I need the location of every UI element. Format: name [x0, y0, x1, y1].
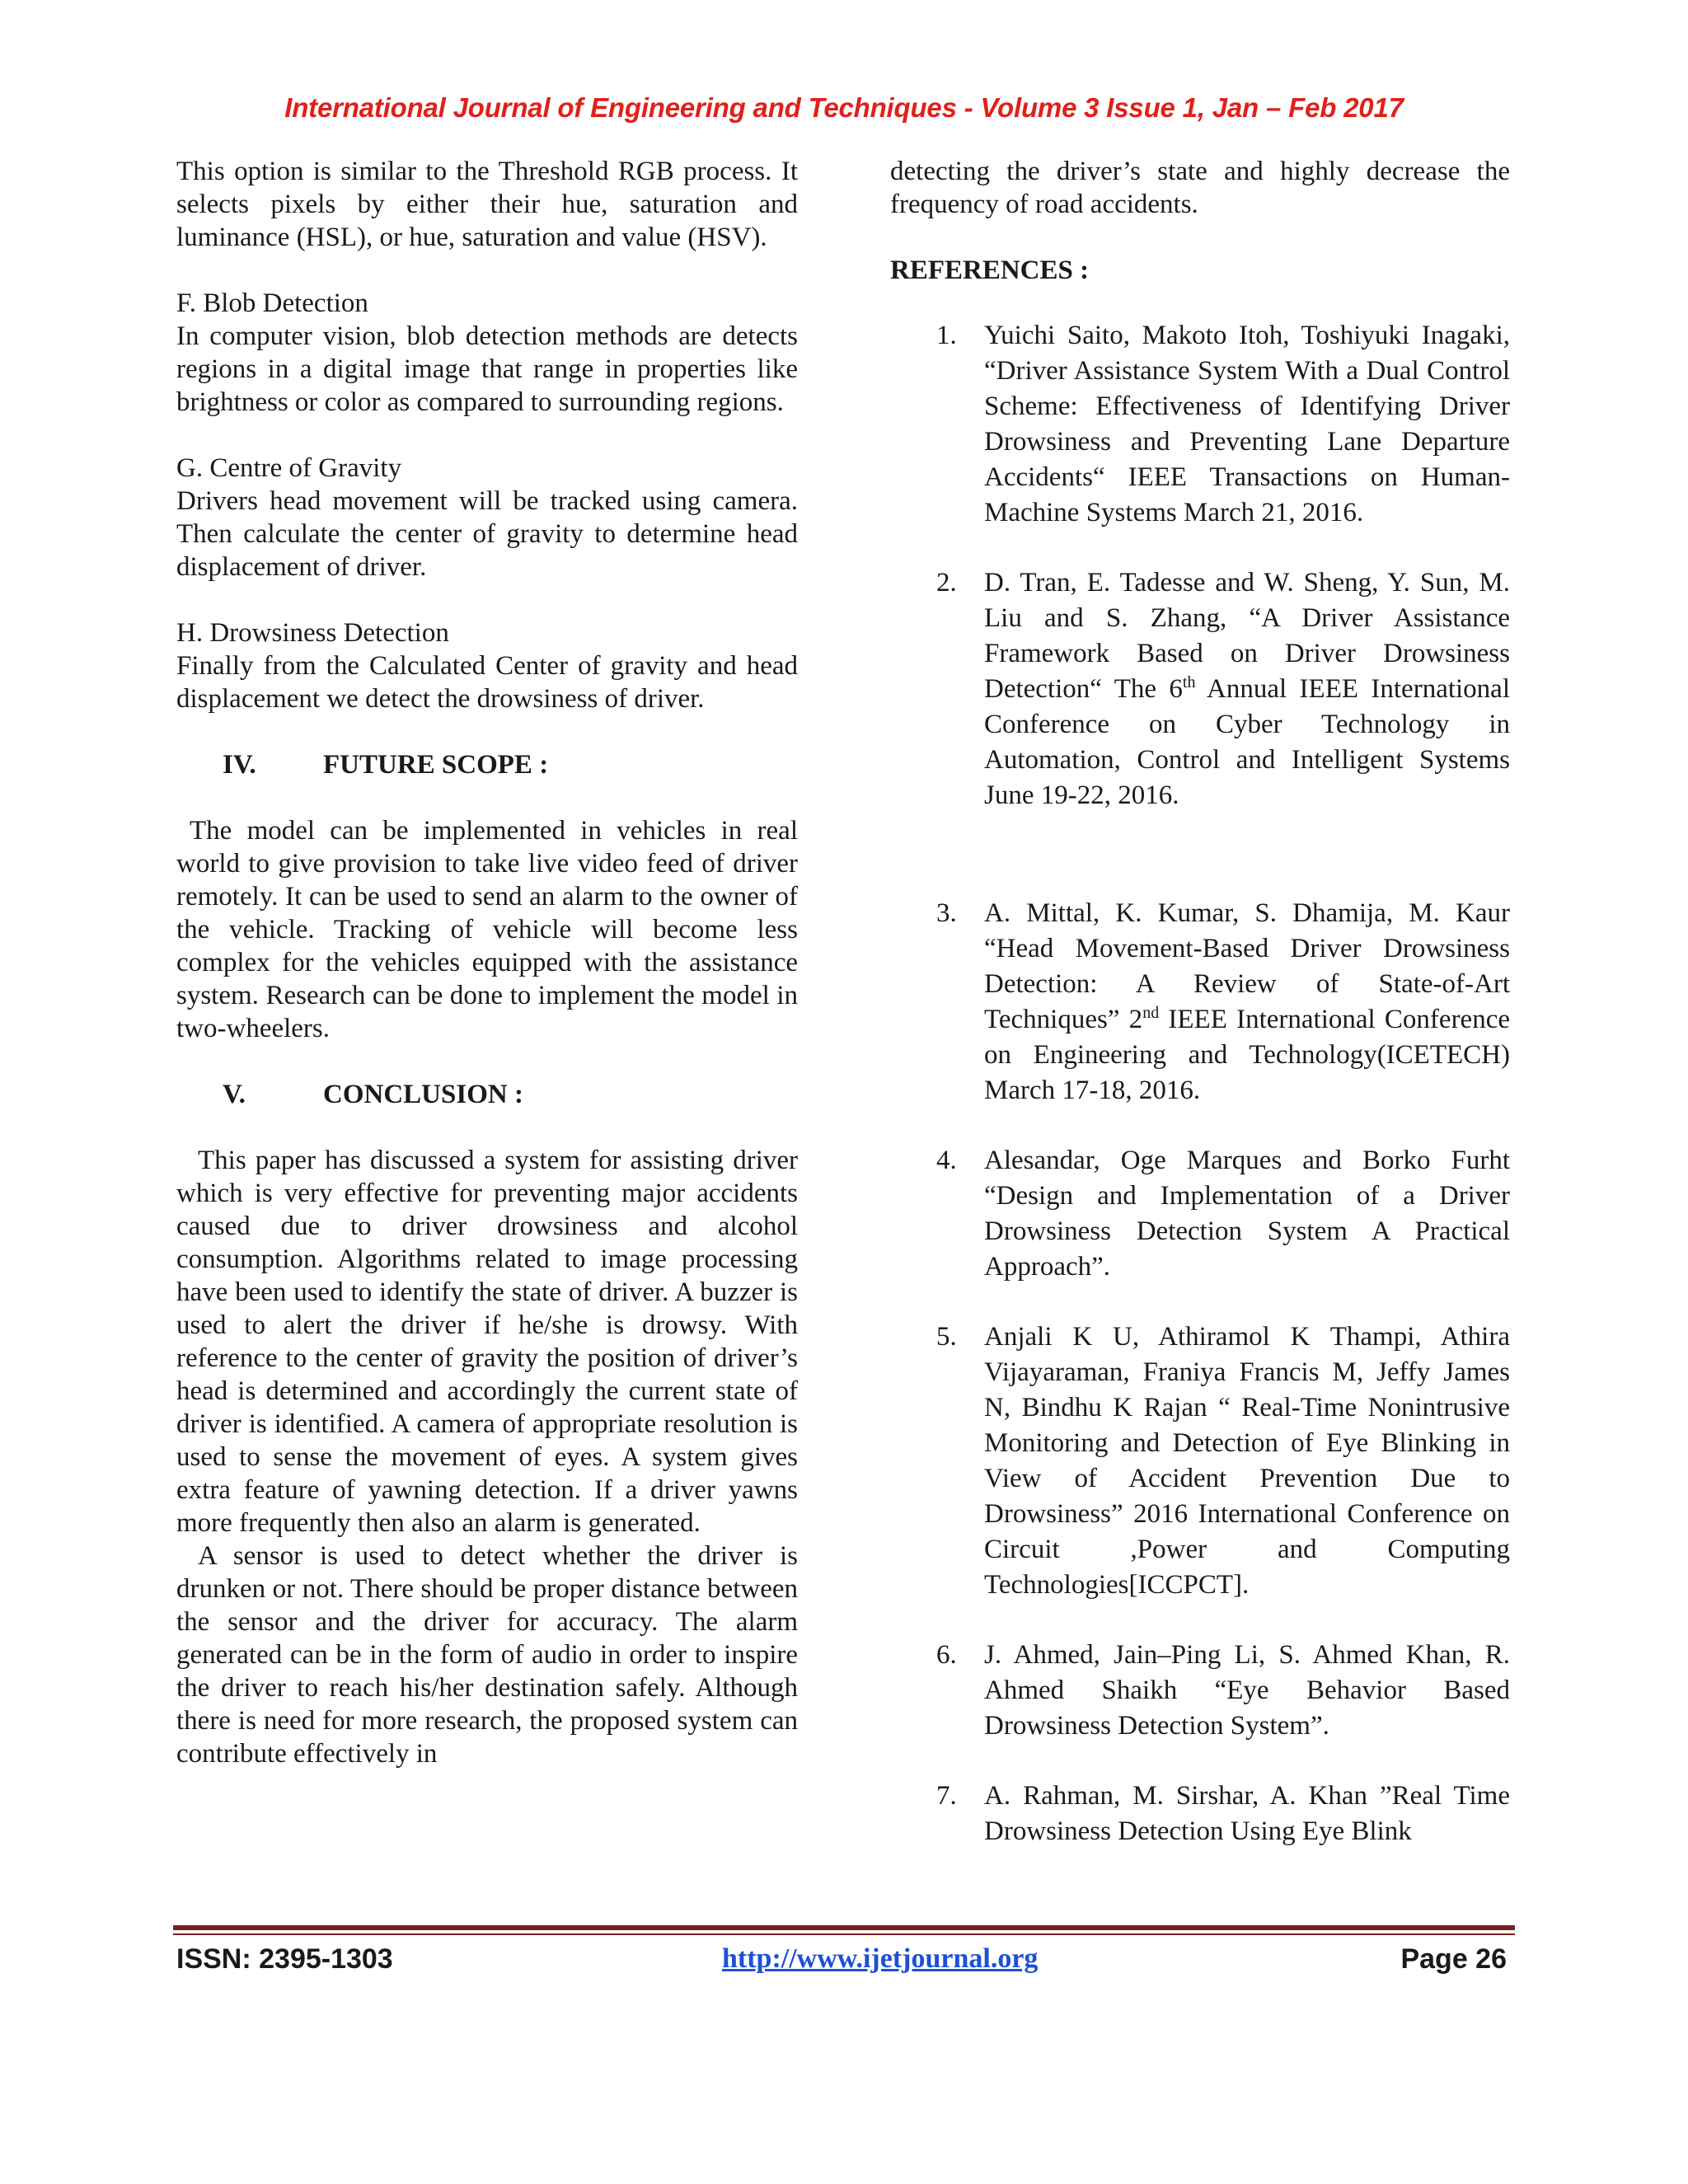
reference-text-part: IEEE International Conference on Engineering and Technology(ICETECH) March 17-18, 2016. [984, 1005, 1510, 1105]
reference-item [890, 896, 1510, 1108]
reference-text: Anjali K U, Athiramol K Thampi, Athira Vijayaraman, Franiya Francis M, Jeffy James N, Bindhu K Rajan “ Real-Time Nonintrusive Monitoring and Detection of Eye Blinking in View of Accident Prevention Due to Drowsiness” 2016 International Conference on Circuit ,Power and Computing Technologies[ICCPCT]. [984, 1322, 1510, 1600]
journal-url-link[interactable]: http://www.ijetjournal.org [722, 1943, 1039, 1974]
reference-item [890, 1779, 1510, 1849]
reference-text [984, 898, 1510, 1105]
reference-number: 4. [936, 1146, 957, 1175]
reference-list [890, 318, 1510, 1849]
reference-number: 2. [936, 568, 957, 598]
blob-detection-paragraph: In computer vision, blob detection methods are detects regions in a digital image that range in properties like brightness or color as compared to surrounding regions. [176, 321, 798, 417]
section-heading-conclusion [176, 1078, 798, 1111]
reference-item [890, 1638, 1510, 1744]
section-number: IV. [223, 750, 256, 780]
reference-text: Alesandar, Oge Marques and Borko Furht “Design and Implementation of a Driver Drowsiness Detection System A Practical Approach”. [984, 1146, 1510, 1282]
reference-number: 3. [936, 898, 957, 928]
issn-label: ISSN: 2395-1303 [176, 1943, 393, 1975]
reference-item [890, 1319, 1510, 1603]
ordinal-superscript: nd [1142, 1004, 1160, 1022]
reference-text: J. Ahmed, Jain–Ping Li, S. Ahmed Khan, R. Ahmed Shaikh “Eye Behavior Based Drowsiness Detection System”. [984, 1640, 1510, 1741]
conclusion-paragraph-2: A sensor is used to detect whether the driver is drunken or not. There should be proper distance between the sensor and the driver for accuracy. The alarm generated can be in the form of audio in order to inspire the driver to reach his/her destination safely. Although there is need for more research, the proposed system can contribute effectively in [176, 1541, 798, 1769]
reference-number: 5. [936, 1322, 957, 1352]
subsection-title-blob-detection: F. Blob Detection [176, 288, 368, 318]
threshold-paragraph: This option is similar to the Threshold RGB process. It selects pixels by either their hue, saturation and luminance (HSL), or hue, saturation and value (HSV). [176, 157, 798, 252]
conclusion-continuation: detecting the driver’s state and highly decrease the frequency of road accidents. [890, 157, 1510, 219]
left-column [176, 155, 798, 1770]
reference-text-part: D. Tran, E. Tadesse and W. Sheng, Y. Sun, M. Liu and S. Zhang, “A Driver Assistance Framework Based on Driver Drowsiness Detection“ The 6 [984, 568, 1510, 704]
reference-text: A. Rahman, M. Sirshar, A. Khan ”Real Time Drowsiness Detection Using Eye Blink [984, 1781, 1510, 1846]
reference-text-part: A. Mittal, K. Kumar, S. Dhamija, M. Kaur “Head Movement-Based Driver Drowsiness Detection: A Review of State-of-Art Techniques” 2 [984, 898, 1510, 1034]
section-title: FUTURE SCOPE : [323, 750, 549, 780]
footer-rule [173, 1925, 1515, 1930]
reference-text: Yuichi Saito, Makoto Itoh, Toshiyuki Inagaki, “Driver Assistance System With a Dual Control Scheme: Effectiveness of Identifying Driver Drowsiness and Preventing Lane Departure Accidents“ IEEE Transactions on Human-Machine Systems March 21, 2016. [984, 321, 1510, 527]
page-number: Page 26 [1400, 1943, 1507, 1975]
reference-number: 7. [936, 1781, 957, 1811]
section-heading-future-scope [176, 748, 798, 781]
conclusion-paragraph-1: This paper has discussed a system for assisting driver which is very effective for preventing major accidents caused due to driver drowsiness and alcohol consumption. Algorithms related to image processing have been used to identify the state of driver. A buzzer is used to alert the driver if he/she is drowsy. With reference to the center of gravity the position of driver’s head is determined and accordingly the current state of driver is identified. A camera of appropriate resolution is used to sense the movement of eyes. A system gives extra feature of yawning detection. If a driver yawns more frequently then also an alarm is generated. [176, 1146, 798, 1538]
subsection-title-drowsiness-detection: H. Drowsiness Detection [176, 618, 449, 648]
section-title: CONCLUSION : [323, 1080, 523, 1109]
reference-item [890, 1143, 1510, 1285]
page-footer [173, 1943, 1515, 1985]
reference-text [984, 568, 1510, 810]
centre-of-gravity-paragraph: Drivers head movement will be tracked using camera. Then calculate the center of gravity to determine head displacement of driver. [176, 486, 798, 582]
reference-number: 6. [936, 1640, 957, 1670]
right-column [890, 155, 1510, 1849]
drowsiness-detection-paragraph: Finally from the Calculated Center of gravity and head displacement we detect the drowsiness of driver. [176, 651, 798, 714]
reference-item [890, 565, 1510, 813]
reference-item [890, 318, 1510, 531]
footer-rule-thin [173, 1933, 1515, 1935]
reference-number: 1. [936, 321, 957, 350]
ordinal-superscript: th [1182, 673, 1196, 691]
references-heading: REFERENCES : [890, 255, 1090, 285]
reference-text-part: Annual IEEE International Conference on Cyber Technology in Automation, Control and Intelligent Systems June 19-22, 2016. [984, 674, 1510, 810]
future-scope-paragraph: The model can be implemented in vehicles in real world to give provision to take live video feed of driver remotely. It can be used to send an alarm to the owner of the vehicle. Tracking of vehicle will become less complex for the vehicles equipped with the assistance system. Research can be done to implement the model in two-wheelers. [176, 816, 798, 1043]
section-number: V. [223, 1080, 246, 1109]
subsection-title-centre-of-gravity: G. Centre of Gravity [176, 453, 402, 483]
journal-header: International Journal of Engineering and Techniques - Volume 3 Issue 1, Jan – Feb 2017 [284, 92, 1404, 123]
